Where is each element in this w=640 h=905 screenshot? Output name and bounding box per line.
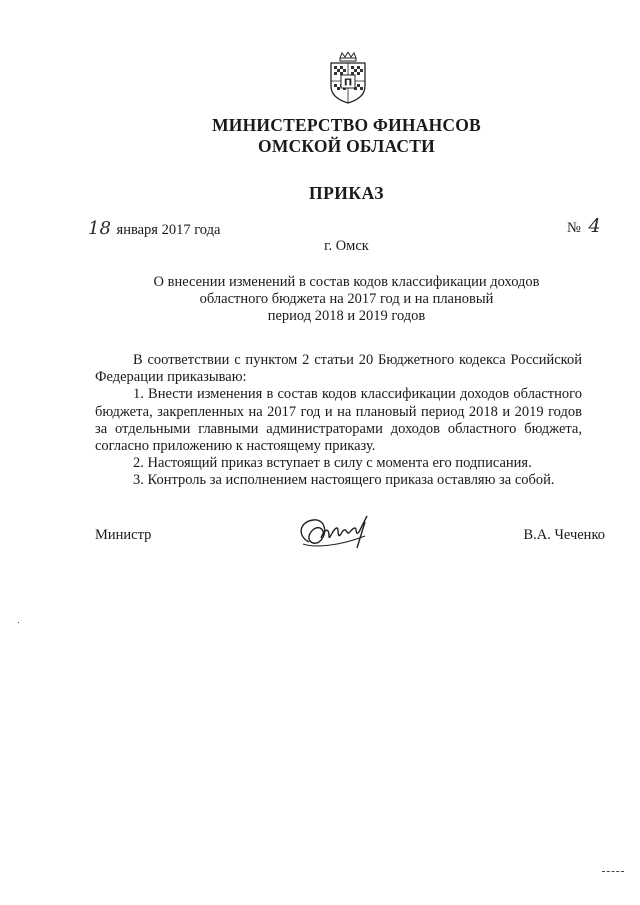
ministry-line-1: МИНИСТЕРСТВО ФИНАНСОВ	[212, 115, 481, 135]
signature-block	[95, 512, 605, 552]
ministry-heading	[0, 115, 640, 157]
number-label: №	[567, 220, 581, 236]
coat-of-arms-icon	[328, 52, 368, 104]
handwritten-signature-icon	[295, 512, 377, 552]
document-subject	[0, 274, 640, 325]
emblem-letter: П	[343, 77, 353, 89]
body-item-1: 1. Внести изменения в состав кодов классификации доходов областного бюджета, закрепленных на 2017 год и на плановый период 2018 и 2019 годов за отдельными главными администраторами доходов областного бюджета, согласно приложению к настоящему приказу.	[95, 386, 582, 455]
body-item-3: 3. Контроль за исполнением настоящего приказа оставляю за собой.	[133, 472, 555, 489]
document-city: г. Омск	[324, 238, 369, 254]
handwritten-number: 4	[588, 215, 601, 237]
body-item-2: 2. Настоящий приказ вступает в силу с момента его подписания.	[133, 455, 532, 472]
ministry-line-2: ОМСКОЙ ОБЛАСТИ	[258, 136, 435, 156]
scan-corner-mark	[602, 871, 624, 873]
handwritten-date-day: 18	[88, 218, 111, 239]
document-number	[567, 215, 603, 237]
body-intro: В соответствии с пунктом 2 статьи 20 Бюджетного кодекса Российской Федерации приказываю:	[95, 352, 582, 386]
subject-line-1: О внесении изменений в состав кодов классификации доходов	[153, 274, 540, 290]
subject-line-2: областного бюджета на 2017 год и на плановый	[199, 291, 494, 307]
subject-line-3: период 2018 и 2019 годов	[267, 308, 426, 324]
document-body	[95, 352, 582, 490]
document-type-title: ПРИКАЗ	[308, 183, 385, 203]
scan-speck	[18, 622, 19, 623]
document-date	[88, 218, 220, 239]
signatory-name: В.А. Чеченко	[523, 527, 605, 543]
signatory-title: Министр	[95, 527, 152, 543]
date-month-year: января 2017 года	[116, 222, 221, 238]
